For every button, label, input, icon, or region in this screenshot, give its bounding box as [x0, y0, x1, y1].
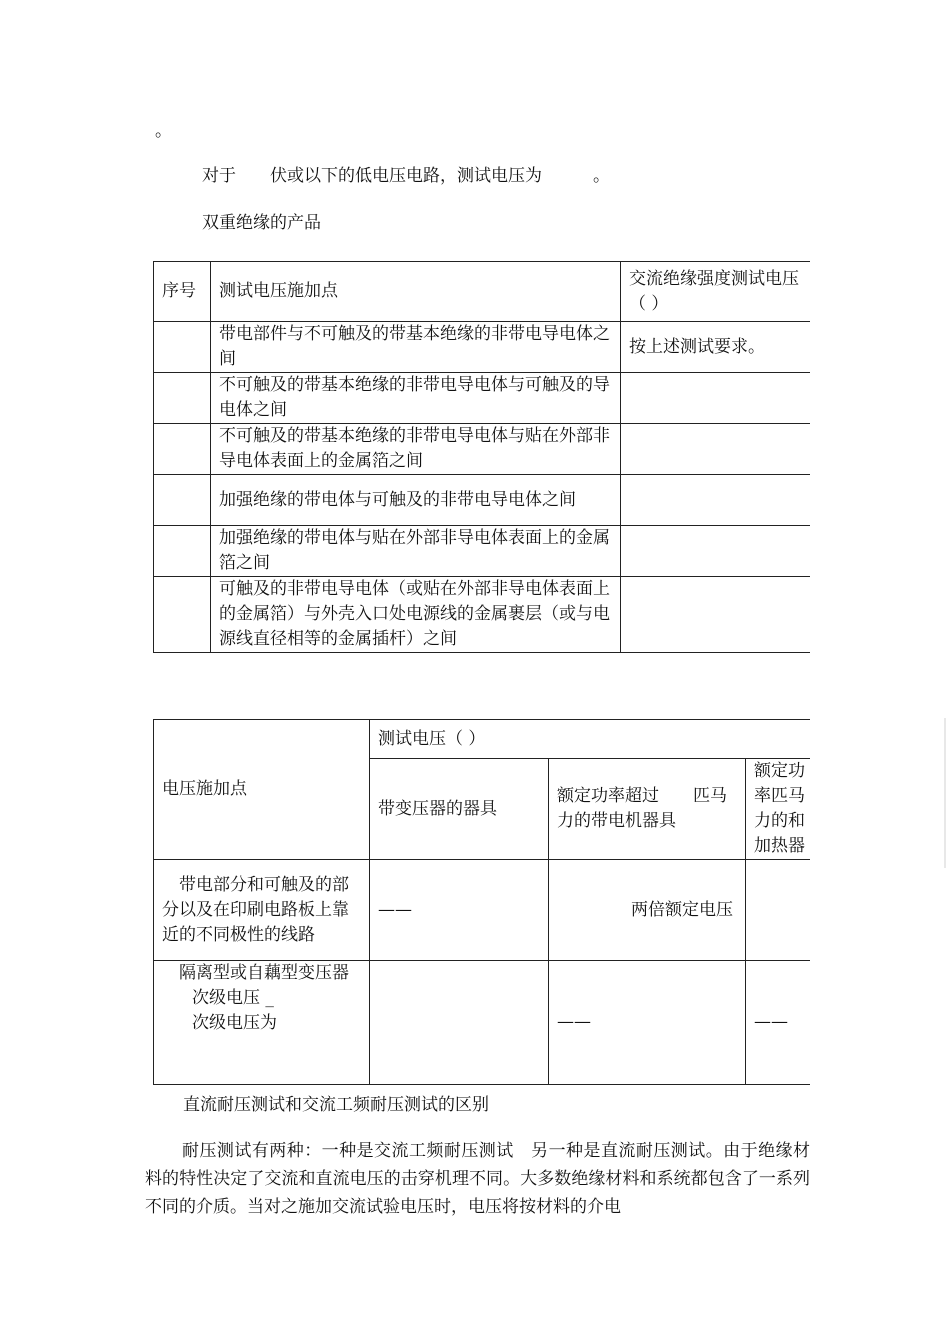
row-c3 [746, 860, 810, 961]
table-row [154, 424, 810, 475]
header-voltage: 交流绝缘强度测试电压（ ） [621, 262, 810, 322]
row-point: 不可触及的带基本绝缘的非带电导电体与可触及的导电体之间 [211, 373, 621, 424]
row-no [154, 373, 211, 424]
row-no [154, 424, 211, 475]
table-row [154, 961, 810, 1085]
body-paragraph: 耐压测试有两种：一种是交流工频耐压测试 另一种是直流耐压测试。由于绝缘材料的特性决定了交流和直流电压的击穿机理不同。大多数绝缘材料和系统都包含了一系列不同的介质。当对之施加交流试验电压时，电压将按材料的介电 [145, 1141, 810, 1217]
row-c1 [370, 961, 549, 1085]
row-no [154, 322, 211, 373]
row-voltage [621, 475, 810, 526]
header-no: 序号 [154, 262, 211, 322]
header-test-voltage: 测试电压（ ） [370, 720, 810, 759]
row-no [154, 475, 211, 526]
double-insulation-table [153, 261, 810, 653]
row-c1: —— [370, 860, 549, 961]
table-row [154, 322, 810, 373]
test-voltage-table [153, 719, 810, 1085]
table-row [154, 373, 810, 424]
row-c2: 两倍额定电压 [549, 860, 746, 961]
table-row [154, 475, 810, 526]
row-point: 可触及的非带电导电体（或贴在外部非导电体表面上的金属箔）与外壳入口处电源线的金属裹层（或与电源线直径相等的金属插杆）之间 [211, 577, 621, 653]
row-voltage [621, 577, 810, 653]
row-point: 加强绝缘的带电体与贴在外部非导电体表面上的金属箔之间 [211, 526, 621, 577]
row-voltage [621, 526, 810, 577]
subheader-motor-appliance: 额定功率超过 匹马力的带电机器具 [549, 759, 746, 860]
subheader-transformer-appliance: 带变压器的器具 [370, 759, 549, 860]
page-edge-mark [944, 718, 946, 868]
row-voltage: 按上述测试要求。 [621, 322, 810, 373]
table-row [154, 526, 810, 577]
row-point-cell [154, 961, 370, 1085]
line-voltage-text: 对于 伏或以下的低电压电路，测试电压为 。 [202, 166, 610, 186]
row-point: 不可触及的带基本绝缘的非带电导电体与贴在外部非导电体表面上的金属箔之间 [211, 424, 621, 475]
subheader-heater-appliance: 额定功率匹马力的和加热器 [746, 759, 810, 860]
secondary-voltage-line-1: 次级电压 _ [192, 988, 274, 1008]
table-row [154, 860, 810, 961]
section-heading: 直流耐压测试和交流工频耐压测试的区别 [183, 1095, 489, 1115]
table-header-row [154, 262, 810, 322]
row-point: 带电部件与不可触及的带基本绝缘的非带电导电体之间 [211, 322, 621, 373]
row-c3: —— [746, 961, 810, 1085]
header-point: 测试电压施加点 [211, 262, 621, 322]
row-voltage [621, 373, 810, 424]
row-no [154, 526, 211, 577]
row-no [154, 577, 211, 653]
header-voltage-point: 电压施加点 [154, 720, 370, 860]
top-mark: 。 [155, 121, 172, 141]
row-point: 隔离型或自藕型变压器 [179, 963, 349, 983]
table-row [154, 577, 810, 653]
row-point: 带电部分和可触及的部分以及在印刷电路板上靠近的不同极性的线路 [154, 860, 370, 961]
secondary-voltage-line-2: 次级电压为 [192, 1013, 277, 1033]
double-insulation-heading: 双重绝缘的产品 [202, 213, 321, 233]
row-point: 加强绝缘的带电体与可触及的非带电导电体之间 [211, 475, 621, 526]
table-header-row [154, 720, 810, 759]
row-c2: —— [549, 961, 746, 1085]
row-voltage [621, 424, 810, 475]
